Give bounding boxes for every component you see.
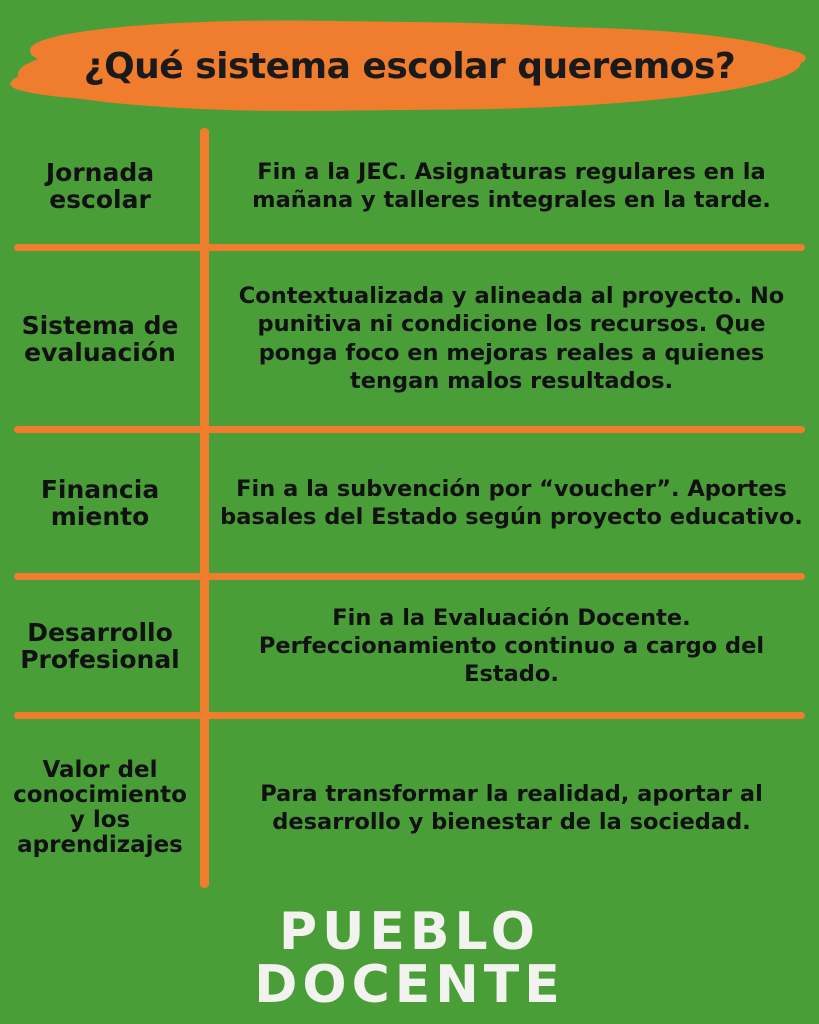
table-row <box>0 580 819 712</box>
row-text: Contextualizada y alineada al proyecto. No punitiva ni condicione los recursos. Que ponga foco en mejoras reales a quienes tengan malos resultados. <box>238 283 785 394</box>
row-text: Para transformar la realidad, aportar al desarrollo y bienestar de la sociedad. <box>260 780 763 835</box>
page-title: ¿Qué sistema escolar queremos? <box>83 46 736 87</box>
row-label: Jornada escolar <box>45 158 155 214</box>
table-row <box>0 719 819 897</box>
brand-logo-line-2: DOCENTE <box>254 954 565 1015</box>
table-row <box>0 433 819 573</box>
row-divider <box>14 573 805 580</box>
brand-logo-line-1: PUEBLO <box>279 901 540 962</box>
topics-table <box>0 128 819 897</box>
row-label: Financia miento <box>40 475 160 531</box>
brand-logo <box>0 901 819 1015</box>
row-text: Fin a la subvención por “voucher”. Aportes basales del Estado según proyecto educativo. <box>220 475 803 530</box>
poster-header <box>0 0 819 128</box>
row-label: Desarrollo Profesional <box>20 618 180 674</box>
row-divider <box>14 712 805 719</box>
row-label: Sistema de evaluación <box>21 310 179 367</box>
row-divider <box>14 426 805 433</box>
vertical-divider <box>200 128 209 888</box>
row-label: Valor del conocimiento y los aprendizajes <box>13 757 187 858</box>
table-row <box>0 251 819 426</box>
row-text: Fin a la JEC. Asignaturas regulares en la mañana y talleres integrales en la tarde. <box>252 158 771 213</box>
row-text: Fin a la Evaluación Docente. Perfeccionamiento continuo a cargo del Estado. <box>258 604 765 688</box>
table-row <box>0 128 819 244</box>
row-divider <box>14 244 805 251</box>
